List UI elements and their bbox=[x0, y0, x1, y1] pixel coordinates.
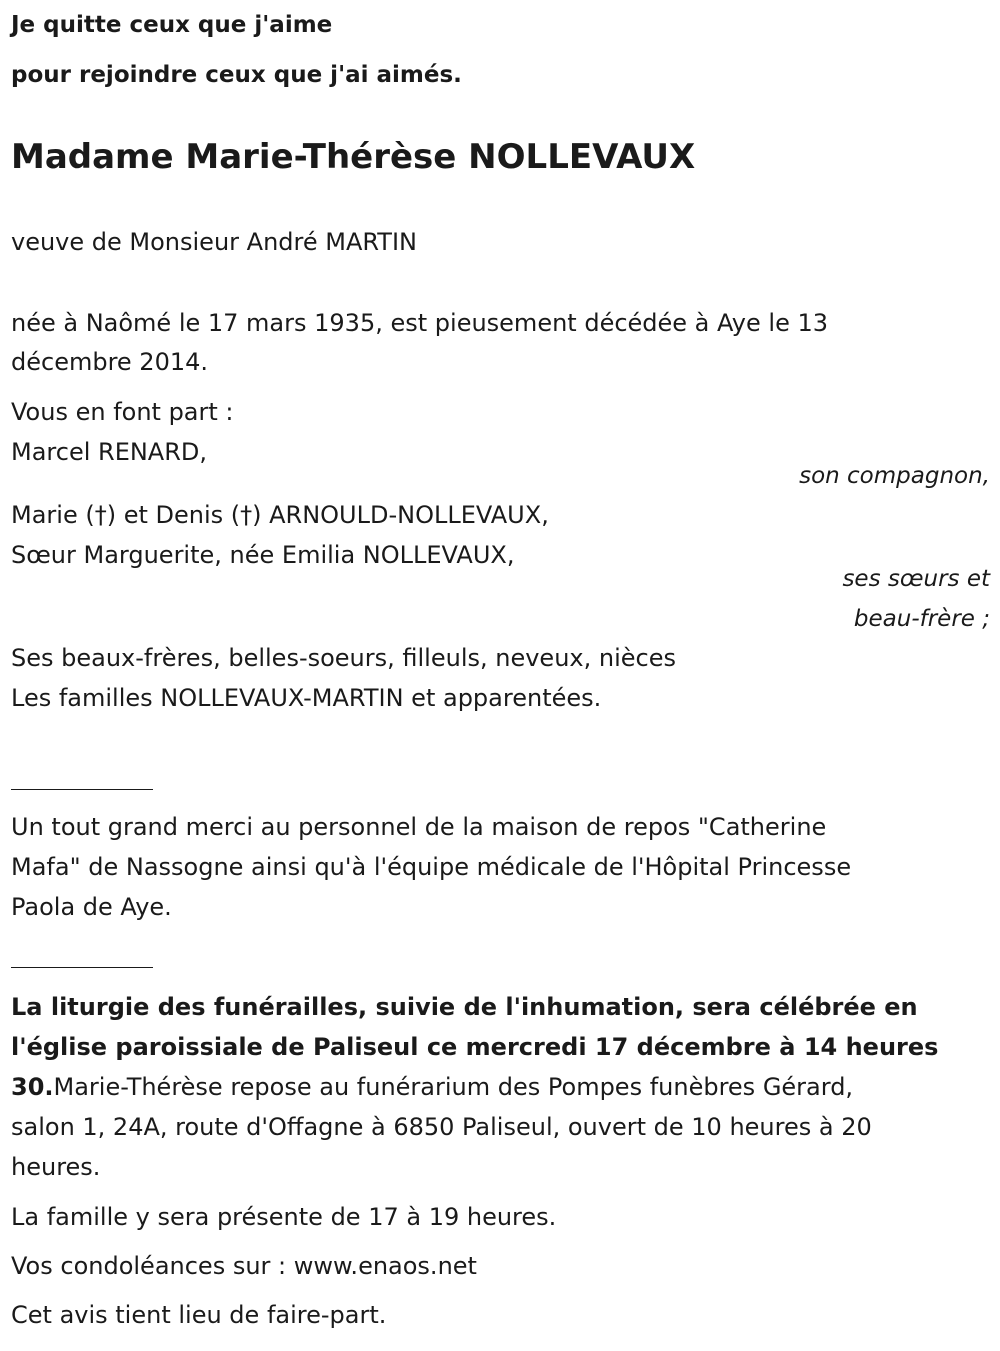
section-divider bbox=[11, 967, 153, 968]
thanks-line-2: Mafa" de Nassogne ainsi qu'à l'équipe médicale de l'Hôpital Princesse bbox=[11, 853, 852, 881]
family-line-1: Ses beaux-frères, belles-soeurs, filleuls, neveux, nièces bbox=[11, 644, 676, 672]
condolences-line: Vos condoléances sur : www.enaos.net bbox=[11, 1252, 477, 1280]
siblings-role-line-1: ses sœurs et bbox=[842, 566, 990, 592]
funeral-time-end: 30. bbox=[11, 1073, 54, 1101]
companion-role: son compagnon, bbox=[799, 463, 990, 489]
thanks-line-3: Paola de Aye. bbox=[11, 893, 172, 921]
companion-name: Marcel RENARD, bbox=[11, 438, 208, 466]
funeral-line-3 bbox=[11, 1072, 853, 1102]
siblings-line-1: Marie (†) et Denis (†) ARNOULD-NOLLEVAUX, bbox=[11, 501, 549, 529]
family-presence: La famille y sera présente de 17 à 19 heures. bbox=[11, 1203, 557, 1231]
funeral-line-5: heures. bbox=[11, 1153, 101, 1181]
siblings-role-line-2: beau-frère ; bbox=[853, 606, 990, 632]
epigraph-line-2: pour rejoindre ceux que j'ai aimés. bbox=[11, 62, 462, 88]
funeral-line-4: salon 1, 24A, route d'Offagne à 6850 Paliseul, ouvert de 10 heures à 20 bbox=[11, 1113, 872, 1141]
thanks-line-1: Un tout grand merci au personnel de la maison de repos "Catherine bbox=[11, 813, 827, 841]
widow-of-line: veuve de Monsieur André MARTIN bbox=[11, 228, 417, 256]
notice-line: Cet avis tient lieu de faire-part. bbox=[11, 1301, 387, 1329]
epigraph-line-1: Je quitte ceux que j'aime bbox=[11, 12, 333, 38]
family-line-2: Les familles NOLLEVAUX-MARTIN et apparentées. bbox=[11, 684, 602, 712]
birth-death-line-1: née à Naômé le 17 mars 1935, est pieusement décédée à Aye le 13 bbox=[11, 309, 829, 337]
siblings-line-2: Sœur Marguerite, née Emilia NOLLEVAUX, bbox=[11, 541, 515, 569]
deceased-name: Madame Marie-Thérèse NOLLEVAUX bbox=[11, 137, 696, 177]
birth-death-line-2: décembre 2014. bbox=[11, 348, 209, 376]
announcement-intro: Vous en font part : bbox=[11, 398, 234, 426]
funeral-line-2: l'église paroissiale de Paliseul ce mercredi 17 décembre à 14 heures bbox=[11, 1033, 939, 1061]
section-divider bbox=[11, 789, 153, 790]
funeral-line-1: La liturgie des funérailles, suivie de l'inhumation, sera célébrée en bbox=[11, 993, 918, 1021]
funerarium-text: Marie-Thérèse repose au funérarium des Pompes funèbres Gérard, bbox=[53, 1073, 854, 1101]
